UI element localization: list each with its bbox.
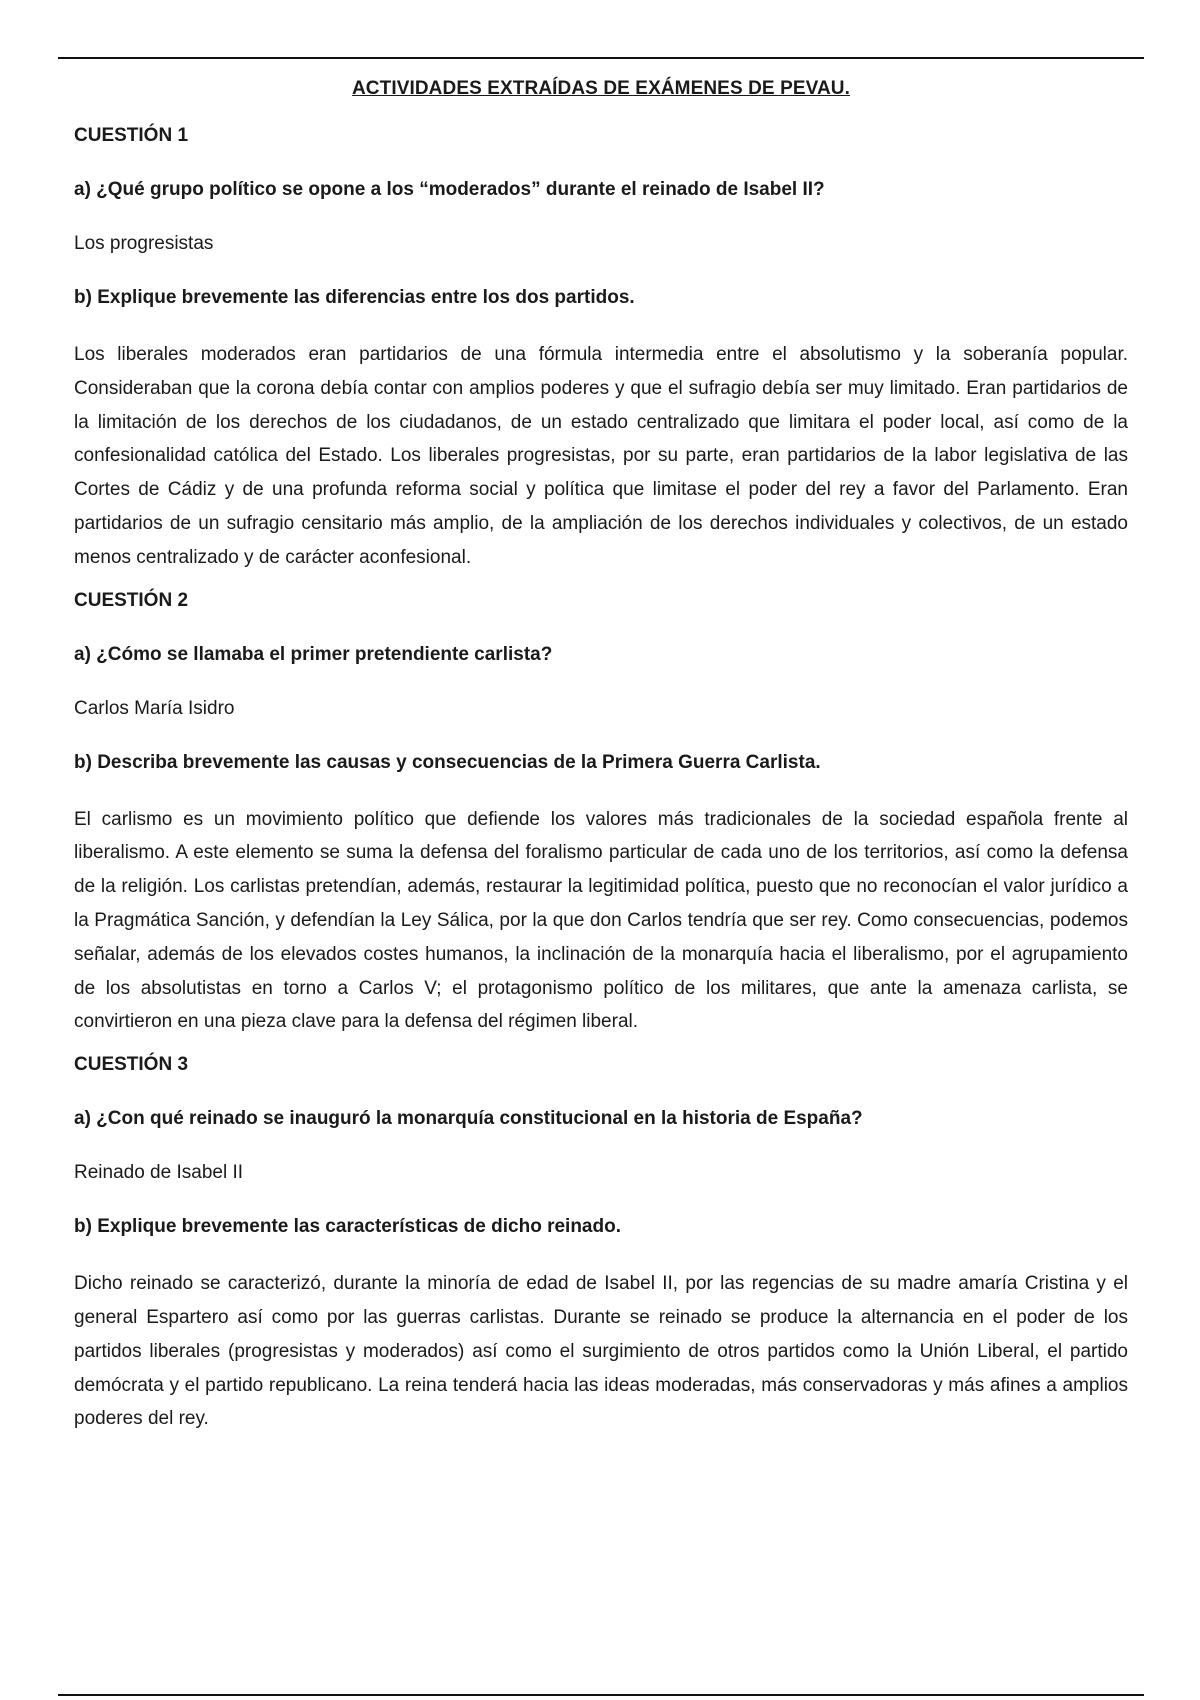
answer-a: Reinado de Isabel II [74,1162,244,1184]
question-b: b) Explique brevemente las características de dicho reinado. [74,1216,621,1238]
section-heading: CUESTIÓN 3 [74,1054,189,1076]
bottom-rule [58,1694,1144,1696]
section-cuestion-1 [74,122,1128,575]
top-rule [58,57,1144,59]
answer-a: Carlos María Isidro [74,697,235,719]
question-b: b) Explique brevemente las diferencias entre los dos partidos. [74,287,635,308]
section-cuestion-3 [74,1051,1128,1436]
answer-b-paragraph: Dicho reinado se caracterizó, durante la minoría de edad de Isabel II, por las regencias de su madre amaría Cristina y el general Espartero así como por las guerras carlistas. Durante se reinado se produce la alternancia en el poder de los partidos liberales (progresistas y moderados) así como el surgimiento de otros partidos como la Unión Liberal, el partido demócrata y el partido republicano. La reina tenderá hacia las ideas moderadas, más conservadoras y más afines a amplios poderes del rey. [74,1273,1128,1430]
question-a: a) ¿Cómo se llamaba el primer pretendiente carlista? [74,643,553,665]
question-a: a) ¿Qué grupo político se opone a los “moderados” durante el reinado de Isabel II? [74,179,825,200]
question-a: a) ¿Con qué reinado se inauguró la monarquía constitucional en la historia de España? [74,1108,863,1130]
document-body [74,70,1128,1448]
section-heading: CUESTIÓN 2 [74,589,189,611]
section-heading: CUESTIÓN 1 [74,125,189,146]
document-title: ACTIVIDADES EXTRAÍDAS DE EXÁMENES DE PEVAU. [351,78,851,99]
question-b: b) Describa brevemente las causas y consecuencias de la Primera Guerra Carlista. [74,751,821,773]
answer-b-paragraph: Los liberales moderados eran partidarios de una fórmula intermedia entre el absolutismo y la soberanía popular. Consideraban que la corona debía contar con amplios poderes y que el sufragio debía ser muy limitado. Eran partidarios de la limitación de los derechos de los ciudadanos, de un estado centralizado que limitara el poder local, así como de la confesionalidad católica del Estado. Los liberales progresistas, por su parte, eran partidarios de la labor legislativa de las Cortes de Cádiz y de una profunda reforma social y política que limitase el poder del rey a favor del Parlamento. Eran partidarios de un sufragio censitario más amplio, de la ampliación de los derechos individuales y colectivos, de un estado menos centralizado y de carácter aconfesional. [74,344,1128,568]
section-cuestion-2 [74,587,1128,1040]
answer-a: Los progresistas [74,233,214,254]
answer-b-paragraph: El carlismo es un movimiento político que defiende los valores más tradicionales de la sociedad española frente al liberalismo. A este elemento se suma la defensa del foralismo particular de cada uno de los territorios, así como la defensa de la religión. Los carlistas pretendían, además, restaurar la legitimidad política, puesto que no reconocían el valor jurídico a la Pragmática Sanción, y defendían la Ley Sálica, por la que don Carlos tendría que ser rey. Como consecuencias, podemos señalar, además de los elevados costes humanos, la inclinación de la monarquía hacia el liberalismo, por el agrupamiento de los absolutistas en torno a Carlos V; el protagonismo político de los militares, que ante la amenaza carlista, se convirtieron en una pieza clave para la defensa del régimen liberal. [74,808,1128,1033]
